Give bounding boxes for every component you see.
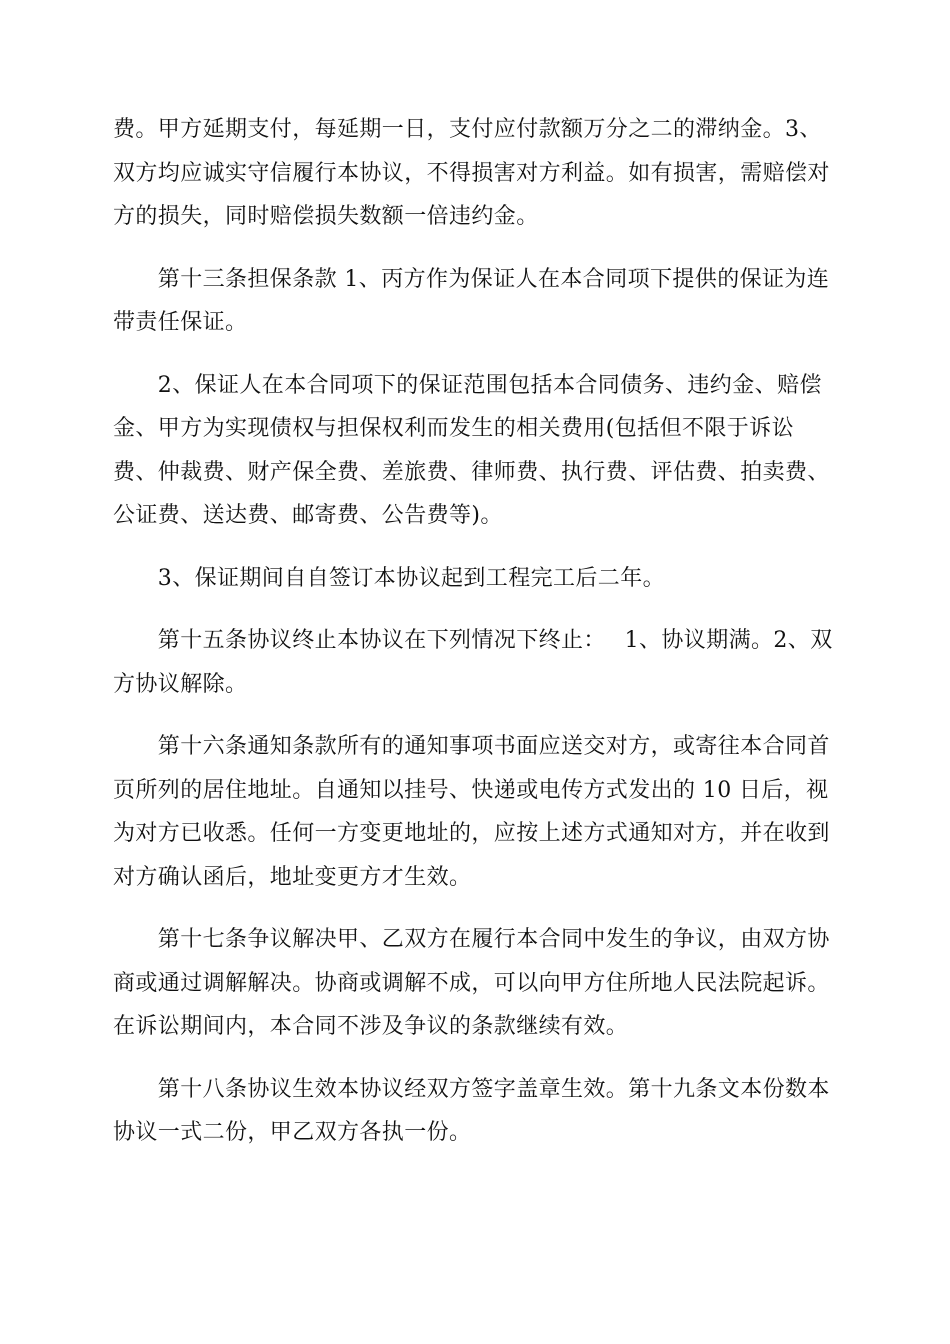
- text-line: 第十八条协议生效本协议经双方签字盖章生效。第十九条文本份数本: [113, 1076, 830, 1102]
- text-line: 公证费、送达费、邮寄费、公告费等)。: [113, 503, 503, 528]
- text-line: 商或通过调解解决。协商或调解不成，可以向甲方住所地人民法院起诉。: [113, 970, 830, 996]
- text-line: 费、仲裁费、财产保全费、差旅费、律师费、执行费、评估费、拍卖费、: [113, 459, 830, 485]
- text-line: 方的损失，同时赔偿损失数额一倍违约金。: [113, 204, 539, 229]
- text-line: 对方确认函后，地址变更方才生效。: [113, 864, 472, 890]
- text-line: 第十三条担保条款 1、丙方作为保证人在本合同项下提供的保证为连: [113, 266, 830, 292]
- paragraph-article-17: [113, 918, 833, 1049]
- text-line: 第十六条通知条款所有的通知事项书面应送交对方，或寄往本合同首: [113, 734, 830, 759]
- text-line: 2、保证人在本合同项下的保证范围包括本合同债务、违约金、赔偿: [113, 372, 822, 398]
- paragraph-guarantee-period: [113, 557, 833, 601]
- text-line: 方协议解除。: [113, 671, 248, 697]
- text-line: 第十七条争议解决甲、乙双方在履行本合同中发生的争议，由双方协: [113, 927, 830, 952]
- paragraph-article-16: [113, 725, 833, 899]
- text-line: 费。甲方延期支付，每延期一日，支付应付款额万分之二的滞纳金。3、: [113, 117, 822, 142]
- text-line: 金、甲方为实现债权与担保权利而发生的相关费用(包括但不限于诉讼: [113, 416, 794, 441]
- text-line: 带责任保证。: [113, 310, 248, 335]
- paragraph-article-18: [113, 1068, 833, 1155]
- document-page: [113, 108, 833, 1174]
- text-line: 协议一式二份，甲乙双方各执一份。: [113, 1120, 472, 1145]
- text-line: 第十五条协议终止本协议在下列情况下终止： 1、协议期满。2、双: [113, 628, 833, 653]
- text-line: 在诉讼期间内，本合同不涉及争议的条款继续有效。: [113, 1014, 629, 1039]
- paragraph-article-15: [113, 619, 833, 706]
- paragraph-guarantee-scope: [113, 364, 833, 538]
- text-line: 为对方已收悉。任何一方变更地址的，应按上述方式通知对方，并在收到: [113, 821, 830, 846]
- text-line: 双方均应诚实守信履行本协议，不得损害对方利益。如有损害，需赔偿对: [113, 160, 830, 186]
- text-line: 3、保证期间自自签订本协议起到工程完工后二年。: [113, 565, 665, 591]
- paragraph-late-payment: [113, 108, 833, 239]
- text-line: 页所列的居住地址。自通知以挂号、快递或电传方式发出的 10 日后，视: [113, 777, 829, 803]
- paragraph-article-13: [113, 258, 833, 345]
